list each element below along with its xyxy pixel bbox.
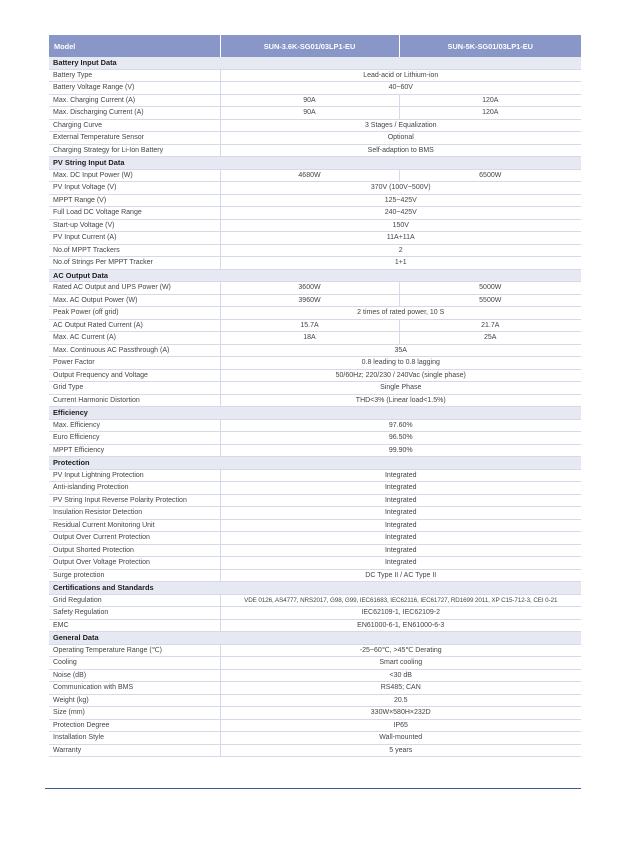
spec-value: Integrated <box>220 469 581 482</box>
spec-row <box>49 232 581 245</box>
spec-row <box>49 657 581 670</box>
spec-label: Warranty <box>49 744 220 757</box>
spec-row <box>49 694 581 707</box>
spec-label: Start-up Voltage (V) <box>49 219 220 232</box>
spec-value: Smart cooling <box>220 657 581 670</box>
spec-row <box>49 494 581 507</box>
spec-value-a: 4680W <box>220 169 399 182</box>
spec-label: Safety Regulation <box>49 607 220 620</box>
spec-value: 99.90% <box>220 444 581 457</box>
spec-label: PV Input Voltage (V) <box>49 182 220 195</box>
spec-row <box>49 119 581 132</box>
spec-row <box>49 682 581 695</box>
spec-value-b: 21.7A <box>399 319 581 332</box>
spec-label: PV String Input Reverse Polarity Protection <box>49 494 220 507</box>
spec-value: Integrated <box>220 482 581 495</box>
spec-value: Integrated <box>220 557 581 570</box>
spec-value: Single Phase <box>220 382 581 395</box>
spec-value: <30 dB <box>220 669 581 682</box>
spec-label: Output Shorted Protection <box>49 544 220 557</box>
spec-row <box>49 732 581 745</box>
header-model-b: SUN-5K-SG01/03LP1-EU <box>399 35 581 57</box>
spec-label: PV Input Current (A) <box>49 232 220 245</box>
spec-row <box>49 244 581 257</box>
spec-label: Full Load DC Voltage Range <box>49 207 220 220</box>
spec-value-b: 6500W <box>399 169 581 182</box>
spec-value: 3 Stages / Equalization <box>220 119 581 132</box>
spec-value: 150V <box>220 219 581 232</box>
spec-value-a: 15.7A <box>220 319 399 332</box>
spec-value: Self-adaption to BMS <box>220 144 581 157</box>
spec-row <box>49 282 581 295</box>
spec-value-b: 120A <box>399 94 581 107</box>
spec-label: Current Harmonic Distortion <box>49 394 220 407</box>
section-title: PV String Input Data <box>49 157 581 170</box>
spec-label: No.of MPPT Trackers <box>49 244 220 257</box>
spec-row <box>49 644 581 657</box>
spec-label: Output Over Current Protection <box>49 532 220 545</box>
spec-value: Integrated <box>220 507 581 520</box>
spec-value-b: 120A <box>399 107 581 120</box>
spec-row <box>49 594 581 607</box>
spec-value: 97.60% <box>220 419 581 432</box>
spec-row <box>49 207 581 220</box>
spec-row <box>49 94 581 107</box>
spec-value-b: 5000W <box>399 282 581 295</box>
spec-value-a: 90A <box>220 107 399 120</box>
spec-value: 0.8 leading to 0.8 lagging <box>220 357 581 370</box>
spec-label: Operating Temperature Range (℃) <box>49 644 220 657</box>
spec-value-a: 3600W <box>220 282 399 295</box>
spec-value: 11A+11A <box>220 232 581 245</box>
spec-value: 1+1 <box>220 257 581 270</box>
spec-row <box>49 719 581 732</box>
spec-label: Protection Degree <box>49 719 220 732</box>
header-model: Model <box>49 35 220 57</box>
section-header <box>49 269 581 282</box>
spec-value: Wall-mounted <box>220 732 581 745</box>
spec-value: 330W×580H×232D <box>220 707 581 720</box>
spec-label: Weight (kg) <box>49 694 220 707</box>
spec-label: MPPT Efficiency <box>49 444 220 457</box>
section-header <box>49 407 581 420</box>
spec-row <box>49 482 581 495</box>
header-row <box>49 35 581 57</box>
spec-value: Optional <box>220 132 581 145</box>
spec-label: Communication with BMS <box>49 682 220 695</box>
spec-label: Battery Type <box>49 69 220 82</box>
spec-label: Output Frequency and Voltage <box>49 369 220 382</box>
spec-label: Grid Type <box>49 382 220 395</box>
spec-label: External Temperature Sensor <box>49 132 220 145</box>
spec-value: -25~60℃, >45℃ Derating <box>220 644 581 657</box>
spec-value-a: 18A <box>220 332 399 345</box>
spec-label: Residual Current Monitoring Unit <box>49 519 220 532</box>
spec-row <box>49 194 581 207</box>
header-model-a: SUN-3.6K-SG01/03LP1-EU <box>220 35 399 57</box>
spec-row <box>49 519 581 532</box>
spec-label: Battery Voltage Range (V) <box>49 82 220 95</box>
spec-row <box>49 169 581 182</box>
spec-value-a: 3960W <box>220 294 399 307</box>
spec-label: Max. AC Current (A) <box>49 332 220 345</box>
spec-value: DC Type II / AC Type II <box>220 569 581 582</box>
spec-row <box>49 307 581 320</box>
spec-row <box>49 182 581 195</box>
spec-label: Surge protection <box>49 569 220 582</box>
spec-row <box>49 532 581 545</box>
spec-table <box>49 35 581 757</box>
spec-value-a: 90A <box>220 94 399 107</box>
section-header <box>49 582 581 595</box>
section-title: AC Output Data <box>49 269 581 282</box>
spec-label: PV Input Lightning Protection <box>49 469 220 482</box>
spec-value: IP65 <box>220 719 581 732</box>
spec-row <box>49 319 581 332</box>
spec-row <box>49 144 581 157</box>
spec-value: 2 <box>220 244 581 257</box>
spec-row <box>49 69 581 82</box>
spec-value: EN61000-6-1, EN61000-6-3 <box>220 619 581 632</box>
spec-row <box>49 132 581 145</box>
spec-label: Noise (dB) <box>49 669 220 682</box>
spec-label: Size (mm) <box>49 707 220 720</box>
spec-label: Insulation Resistor Detection <box>49 507 220 520</box>
spec-value: Integrated <box>220 494 581 507</box>
spec-row <box>49 369 581 382</box>
spec-value: RS485; CAN <box>220 682 581 695</box>
spec-row <box>49 619 581 632</box>
spec-value: IEC62109-1, IEC62109-2 <box>220 607 581 620</box>
spec-row <box>49 469 581 482</box>
spec-label: MPPT Range (V) <box>49 194 220 207</box>
spec-row <box>49 357 581 370</box>
spec-value: 35A <box>220 344 581 357</box>
spec-value: Integrated <box>220 532 581 545</box>
spec-row <box>49 744 581 757</box>
section-header <box>49 57 581 69</box>
spec-value: THD<3% (Linear load<1.5%) <box>220 394 581 407</box>
section-title: Certifications and Standards <box>49 582 581 595</box>
spec-value: Integrated <box>220 519 581 532</box>
spec-label: Output Over Voltage Protection <box>49 557 220 570</box>
section-title: General Data <box>49 632 581 645</box>
spec-label: Grid Regulation <box>49 594 220 607</box>
spec-label: Charging Strategy for Li-Ion Battery <box>49 144 220 157</box>
spec-value: 96.50% <box>220 432 581 445</box>
section-header <box>49 157 581 170</box>
spec-row <box>49 544 581 557</box>
spec-row <box>49 82 581 95</box>
spec-label: Charging Curve <box>49 119 220 132</box>
spec-label: Power Factor <box>49 357 220 370</box>
spec-value: Integrated <box>220 544 581 557</box>
footer-divider <box>45 788 581 789</box>
spec-label: Euro Efficiency <box>49 432 220 445</box>
spec-label: Installation Style <box>49 732 220 745</box>
section-title: Protection <box>49 457 581 470</box>
spec-value: 40~60V <box>220 82 581 95</box>
spec-row <box>49 382 581 395</box>
spec-label: Cooling <box>49 657 220 670</box>
spec-value: 240~425V <box>220 207 581 220</box>
spec-row <box>49 444 581 457</box>
spec-label: Rated AC Output and UPS Power (W) <box>49 282 220 295</box>
spec-row <box>49 107 581 120</box>
section-header <box>49 632 581 645</box>
spec-value-b: 25A <box>399 332 581 345</box>
spec-row <box>49 219 581 232</box>
spec-label: Max. AC Output Power (W) <box>49 294 220 307</box>
spec-row <box>49 344 581 357</box>
spec-label: Max. Efficiency <box>49 419 220 432</box>
spec-label: Max. DC Input Power (W) <box>49 169 220 182</box>
spec-row <box>49 332 581 345</box>
spec-row <box>49 707 581 720</box>
spec-row <box>49 257 581 270</box>
spec-row <box>49 607 581 620</box>
spec-row <box>49 432 581 445</box>
spec-label: No.of Strings Per MPPT Tracker <box>49 257 220 270</box>
spec-label: EMC <box>49 619 220 632</box>
spec-row <box>49 557 581 570</box>
spec-value: 2 times of rated power, 10 S <box>220 307 581 320</box>
section-title: Efficiency <box>49 407 581 420</box>
spec-row <box>49 669 581 682</box>
spec-row <box>49 394 581 407</box>
spec-row <box>49 419 581 432</box>
spec-label: Peak Power (off grid) <box>49 307 220 320</box>
spec-label: Max. Continuous AC Passthrough (A) <box>49 344 220 357</box>
spec-value: Lead-acid or Lithium-ion <box>220 69 581 82</box>
spec-value: 50/60Hz; 220/230 / 240Vac (single phase) <box>220 369 581 382</box>
spec-row <box>49 507 581 520</box>
section-header <box>49 457 581 470</box>
spec-value: 5 years <box>220 744 581 757</box>
spec-row <box>49 569 581 582</box>
spec-value-b: 5500W <box>399 294 581 307</box>
spec-body <box>49 57 581 757</box>
spec-label: AC Output Rated Current (A) <box>49 319 220 332</box>
spec-value: 370V (100V~500V) <box>220 182 581 195</box>
section-title: Battery Input Data <box>49 57 581 69</box>
spec-value: 20.5 <box>220 694 581 707</box>
spec-label: Anti-islanding Protection <box>49 482 220 495</box>
spec-row <box>49 294 581 307</box>
spec-label: Max. Discharging Current (A) <box>49 107 220 120</box>
spec-label: Max. Charging Current (A) <box>49 94 220 107</box>
spec-value: VDE 0126, AS4777, NRS2017, G98, G99, IEC61683, IEC62116, IEC61727, RD1699 2011, XP C15-712-3, CEI 0-21 <box>220 594 581 607</box>
spec-value: 125~425V <box>220 194 581 207</box>
